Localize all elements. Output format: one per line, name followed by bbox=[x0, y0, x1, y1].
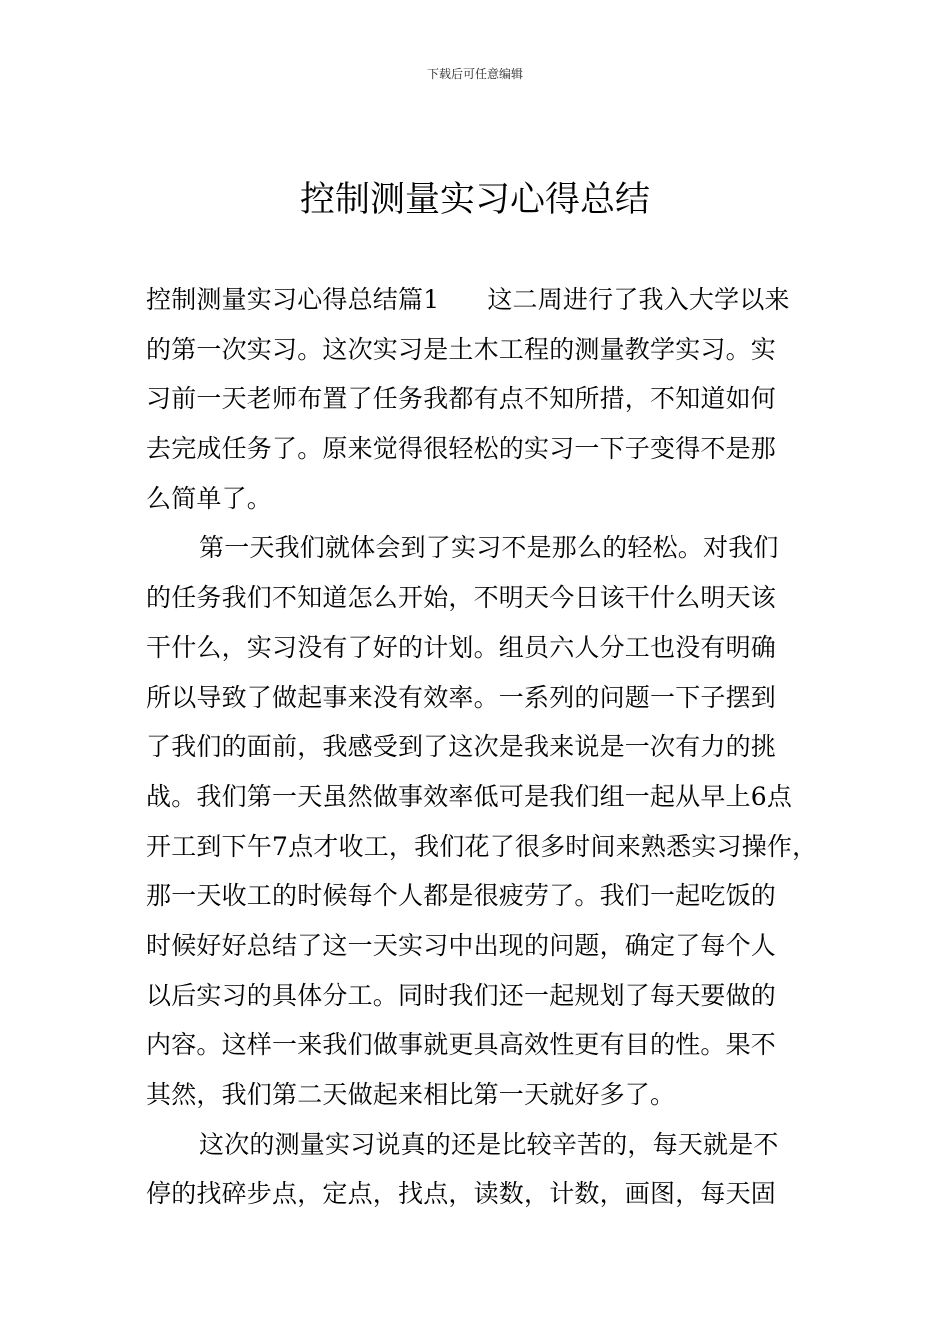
document-title: 控制测量实习心得总结 bbox=[299, 180, 650, 220]
paragraph-2-line-10: 以后实习的具体分工。同时我们还一起规划了每天要做的 bbox=[146, 980, 777, 1010]
section-heading: 控制测量实习心得总结篇1 bbox=[146, 285, 440, 314]
paragraph-2-line-9: 时候好好总结了这一天实习中出现的问题，确定了每个人 bbox=[146, 930, 777, 960]
paragraph-2-line-11: 内容。这样一来我们做事就更具高效性更有目的性。果不 bbox=[146, 1030, 777, 1060]
paragraph-1-line-1 bbox=[146, 275, 806, 325]
paragraph-1-line-4: 去完成任务了。原来觉得很轻松的实习一下子变得不是那 bbox=[146, 434, 777, 464]
paragraph-2-line-2: 的任务我们不知道怎么开始，不明天今日该干什么明天该 bbox=[146, 583, 777, 613]
paragraph-2-line-6: 战。我们第一天虽然做事效率低可是我们组一起从早上6点 bbox=[146, 781, 793, 811]
document-body bbox=[146, 275, 818, 1219]
paragraph-3-line-2: 停的找碎步点，定点，找点，读数，计数，画图，每天固 bbox=[146, 1179, 777, 1209]
paragraph-2-line-4: 所以导致了做起事来没有效率。一系列的问题一下子摆到 bbox=[146, 682, 777, 712]
paragraph-2-line-12: 其然，我们第二天做起来相比第一天就好多了。 bbox=[146, 1080, 676, 1109]
paragraph-1-line-1-text: 这二周进行了我入大学以来 bbox=[487, 285, 790, 314]
paragraph-2-line-7: 开工到下午7点才收工，我们花了很多时间来熟悉实习操作， bbox=[146, 831, 818, 861]
paragraph-1-line-2: 的第一次实习。这次实习是土木工程的测量教学实习。实 bbox=[146, 334, 777, 364]
paragraph-2-line-3: 干什么，实习没有了好的计划。组员六人分工也没有明确 bbox=[146, 632, 777, 662]
paragraph-2-line-8: 那一天收工的时候每个人都是很疲劳了。我们一起吃饭的 bbox=[146, 881, 777, 911]
paragraph-3-line-1: 这次的测量实习说真的还是比较辛苦的，每天就是不 bbox=[199, 1129, 779, 1159]
header-note: 下载后可任意编辑 bbox=[426, 67, 523, 81]
paragraph-1-line-5: 么简单了。 bbox=[146, 483, 273, 513]
paragraph-2-line-5: 了我们的面前，我感受到了这次是我来说是一次有力的挑 bbox=[146, 732, 777, 762]
paragraph-2-line-1: 第一天我们就体会到了实习不是那么的轻松。对我们 bbox=[199, 533, 779, 563]
paragraph-1-line-3: 习前一天老师布置了任务我都有点不知所措，不知道如何 bbox=[146, 384, 777, 414]
